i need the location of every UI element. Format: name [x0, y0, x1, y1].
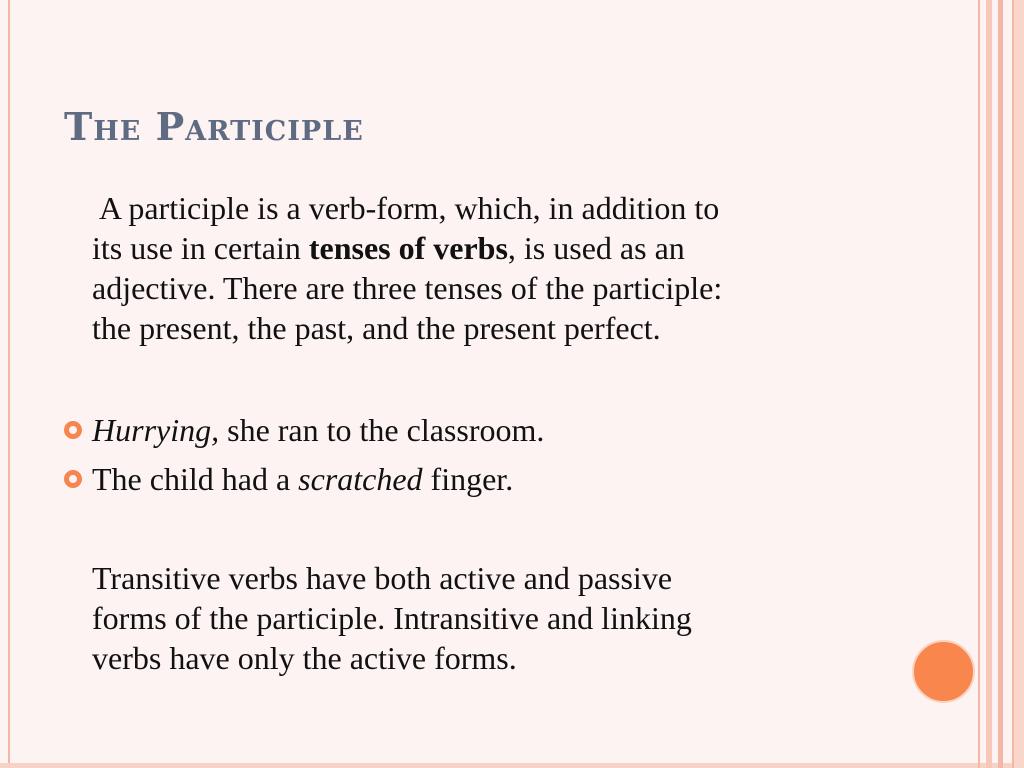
ring-bullet-icon [64, 421, 82, 439]
bullet-item [92, 459, 513, 499]
right-stripe [998, 0, 1003, 768]
right-stripe [978, 0, 980, 768]
paragraph-line: forms of the participle. Intransitive and linking [92, 600, 692, 636]
italic-term: scratched [298, 461, 423, 497]
right-stripe [986, 0, 992, 768]
text-run: she ran to the classroom. [219, 412, 545, 448]
bullet-item [92, 410, 544, 450]
right-stripe [1014, 0, 1024, 768]
paragraph-line [92, 228, 912, 268]
text-run: , is used as an [507, 230, 685, 266]
paragraph-line: A participle is a verb-form, which, in addition to [99, 190, 720, 226]
bottom-border-stripe [0, 763, 1024, 768]
text-run: finger. [422, 461, 514, 497]
text-run: The child had a [92, 461, 299, 497]
slide-title: The Participle [64, 104, 364, 149]
paragraph-line: the present, the past, and the present perfect. [92, 310, 661, 346]
bold-term: tenses of verbs [308, 230, 508, 266]
paragraph-line: verbs have only the active forms. [92, 640, 517, 676]
definition-paragraph [92, 188, 912, 348]
ring-bullet-icon [64, 470, 82, 488]
left-border-stripe [8, 0, 10, 768]
text-run: its use in certain [92, 230, 309, 266]
paragraph-line: adjective. There are three tenses of the participle: [92, 270, 723, 306]
orange-circle-icon [912, 640, 975, 703]
paragraph-line: Transitive verbs have both active and passive [92, 560, 673, 596]
transitive-paragraph [92, 558, 912, 678]
italic-term: Hurrying, [92, 412, 220, 448]
